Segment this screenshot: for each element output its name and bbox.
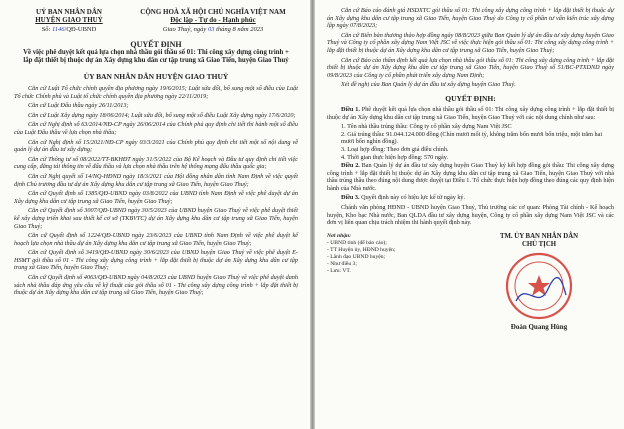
legal-basis-item: Căn cứ Biên bản thương thảo hợp đồng ngày 08/8/2023 giữa Ban Quản lý dự án đầu tư xây dựng huyện Giao Thuỷ và Công ty cổ phần xây dựng Nam Việt JSC về việc thực hiện gói thầu số 01: Thi công xây dựng công trình + lắp đặt thiết bị thuộc dự án Xây dựng khu dân cư tập trung xã Giao Tiến, huyện Giao Thuỷ; (327, 31, 614, 54)
recipient-item: - UBND tỉnh (để báo cáo); (327, 239, 387, 246)
legal-basis-item: Căn cứ Báo cáo thẩm định kết quả lựa chọn nhà thầu gói thầu số 01: Thi công xây dựng công trình + lắp đặt thiết bị thuộc dự án Xây dựng khu dân cư tập trung xã Giao Tiến, huyện Giao Thuỷ số 51/BC-PTXDND ngày 09/8/2023 của Công ty cổ phần phát triển xây dựng Nam Định; (327, 56, 614, 79)
official-seal (504, 251, 574, 321)
legal-basis-item: Căn cứ Quyết định số 4063/QĐ-UBND ngày 04/8/2023 của UBND huyện Giao Thuỷ về việc phê duyệt danh sách nhà thầu đáp ứng yêu cầu về kỹ thuật của gói thầu số 01 - Thi công xây dựng công trình + lắp đặt thiết bị thuộc dự án Xây dựng khu dân cư tập trung xã Giao Tiến, huyện Giao Thuỷ; (14, 274, 298, 297)
closing-paragraph: Chánh văn phòng HĐND - UBND huyện Giao Thuỷ, Thủ trưởng các cơ quan: Phòng Tài chính - Kế hoạch huyện, Kho bạc Nhà nước, Ban QLDA đầu tư xây dựng huyện, Công ty cổ phần xây dựng Nam Việt JSC và các đơn vị liên quan chịu trách nhiệm thi hành quyết định này. (327, 204, 614, 227)
article-1-item: 3. Loại hợp đồng: Theo đơn giá điều chỉnh. (341, 145, 449, 153)
article-2-text: Ban Quản lý dự án đầu tư xây dựng huyện Giao Thuỷ ký kết hợp đồng gói thầu: Thi công xây dựng công trình + lắp đặt thiết bị thuộc dự án Xây dựng khu dân cư tập trung xã Giao Tiến, huyện Giao Thuỷ với nhà thầu trúng thầu theo đúng nội dung được duyệt tại Điều 1. Tổ chức thực hiện hợp đồng theo đúng các quy định hiện hành của Nhà nước. (327, 162, 614, 192)
article-3-text: Quyết định này có hiệu lực kể từ ngày ký. (361, 194, 466, 202)
recipients (327, 233, 447, 331)
doc-subtitle: Về việc phê duyệt kết quả lựa chọn nhà thầu gói thầu số 01: Thi công xây dựng công trình + lắp đặt thiết bị thuộc dự án Xây dựng khu dân cư tập trung xã Giao Tiến, huyện Giao Thuỷ (23, 49, 289, 64)
article-3 (327, 194, 614, 202)
signature-block (464, 233, 614, 331)
page-left (0, 0, 310, 429)
article-2-label: Điều 2. (341, 162, 360, 170)
recipient-item: - Như điều 3; (327, 260, 357, 267)
legal-basis-item: Căn cứ Thông tư số 08/2022/TT-BKHĐT ngày 31/5/2022 của Bộ Kế hoạch và Đầu tư quy định chi tiết việc cung cấp, đăng tải thông tin về đấu thầu và lựa chọn nhà thầu trên hệ thống mạng đấu thầu quốc gia; (14, 155, 298, 171)
seal-stamp-icon (504, 251, 574, 321)
article-1-item: 1. Tên nhà thầu trúng thầu: Công ty cổ phần xây dựng Nam Việt JSC (341, 123, 512, 131)
date-suffix: tháng 8 năm 2023 (216, 26, 264, 33)
footer-block (327, 233, 614, 331)
article-1-item: 4. Thời gian thực hiện hợp đồng: 570 ngày. (341, 153, 448, 161)
legal-basis-list (14, 85, 298, 297)
page-right (315, 0, 624, 429)
recipient-item: - Lưu: VT. (327, 267, 351, 274)
doc-number-prefix: Số: (41, 26, 51, 33)
doc-number-handwritten: 1146 (51, 26, 65, 33)
article-3-label: Điều 3. (341, 194, 360, 202)
article-1-label: Điều 1. (341, 105, 360, 113)
doc-meta (14, 26, 298, 34)
legal-basis-item: Căn cứ Quyết định số 3419/QĐ-UBND ngày 30/6/2023 của UBND huyện Giao Thuỷ về việc phê duyệt E-HSMT gói thầu số 01 - Thi công xây dựng công trình + lắp đặt thiết bị thuộc dự án Xây dựng khu dân cư tập trung xã Giao Tiến, huyện Giao Thuỷ; (14, 249, 298, 272)
recipients-header: Nơi nhận: (327, 232, 351, 239)
decision-heading: QUYẾT ĐỊNH: (445, 93, 496, 103)
signer-name: Đoàn Quang Hùng (510, 322, 568, 331)
doc-date (128, 26, 298, 34)
recipient-item: - Lãnh đạo UBND huyện; (327, 253, 386, 260)
article-1-item: 2. Giá trúng thầu: 91.044.124.000 đồng (Chín mươi mốt tỷ, không trăm bốn mươi bốn triệu, một trăm hai mươi bốn nghìn đồng). (341, 130, 603, 146)
legal-basis-item: Căn cứ Luật Đấu thầu ngày 26/11/2013; (28, 102, 129, 110)
article-1-text: Phê duyệt kết quả lựa chọn nhà thầu gói thầu số 01: Thi công xây dựng công trình + lắp đặt thiết bị thuộc dự án Xây dựng khu dân cư tập trung xã Giao Tiến, huyện Giao Thuỷ với các nội dung chính như sau: (327, 105, 615, 121)
sign-on-behalf: TM. ỦY BAN NHÂN DÂN (499, 232, 579, 240)
header-left (14, 8, 124, 24)
legal-basis-item: Căn cứ Báo cáo đánh giá HSDXTC gói thầu số 01: Thi công xây dựng công trình + lắp đặt thiết bị thuộc dự án Xây dựng khu dân cư tập trung xã Giao Tiến, huyện Giao Thuỷ do Công ty cổ phần tư vấn kiến trúc xây dựng lập ngày 07/8/2023; (327, 7, 614, 30)
article-1 (327, 106, 614, 121)
legal-basis-item: Căn cứ Quyết định số 1385/QĐ-UBND ngày 03/8/2022 của UBND tỉnh Nam Định về việc phê duyệt dự án Xây dựng khu dân cư tập trung xã Giao Tiến, huyện Giao Thuỷ; (14, 190, 298, 205)
legal-basis-item: Căn cứ Quyết định số 3007/QĐ-UBND ngày 30/5/2023 của UBND huyện Giao Thuỷ về việc phê duyệt thiết kế xây dựng triển khai sau thiết kế cơ sở (TKBVTC) dự án Xây dựng khu dân cư tập trung xã Giao Tiến, huyện Giao Thuỷ; (14, 207, 298, 230)
article-2 (327, 162, 614, 192)
legal-basis-item: Căn cứ Luật Tổ chức chính quyền địa phương ngày 19/6/2015; Luật sửa đổi, bổ sung một số điều của Luật Tổ chức Chính phủ và Luật tổ chức chính quyền địa phương ngày 22/11/2019; (14, 85, 298, 100)
recipient-item: - TT Huyện ủy, HĐND huyện; (327, 246, 396, 253)
issuer: ỦY BAN NHÂN DÂN HUYỆN GIAO THUỶ (83, 72, 229, 81)
legal-basis-item: Xét đề nghị của Ban Quản lý dự án đầu tư xây dựng huyện Giao Thuỷ. (341, 81, 516, 89)
agency-line-2: HUYỆN GIAO THUỶ (35, 16, 103, 24)
legal-basis-item: Căn cứ Luật Xây dựng ngày 18/06/2014; Luật sửa đổi, bổ sung một số điều Luật Xây dựng ngày 17/6/2020; (28, 111, 296, 119)
nation-line: CỘNG HOÀ XÃ HỘI CHỦ NGHĨA VIỆT NAM (140, 8, 286, 16)
doc-number-suffix: /QĐ-UBND (64, 26, 97, 33)
doc-number (14, 26, 124, 34)
date-day-handwritten: 03 (207, 26, 215, 33)
agency-line-1: UỶ BAN NHÂN DÂN (36, 8, 102, 16)
header-right (128, 8, 298, 24)
legal-basis-item: Căn cứ Nghị quyết số 14/NQ-HĐND ngày 18/3/2021 của Hội đồng nhân dân tỉnh Nam Định về việc quyết định Chủ trương đầu tư dự án Xây dựng khu dân cư tập trung xã Giao Tiến, huyện Giao Thuỷ; (14, 172, 298, 188)
legal-basis-item: Căn cứ Nghị định số 63/2014/NĐ-CP ngày 26/06/2014 của Chính phủ quy định chi tiết thi hành một số điều của Luật Đấu thầu về lựa chọn nhà thầu; (14, 121, 298, 136)
legal-basis-item: Căn cứ Nghị định số 15/2021/NĐ-CP ngày 03/3/2021 của Chính phủ quy định chi tiết một số nội dung về quản lý dự án đầu tư xây dựng; (14, 138, 298, 154)
date-prefix: Giao Thuỷ, ngày (162, 26, 207, 33)
motto-line: Độc lập - Tự do - Hạnh phúc (170, 16, 256, 24)
legal-basis-item: Căn cứ Quyết định số 1224/QĐ-UBND ngày 23/6/2023 của UBND tỉnh Nam Định về việc phê duyệt kế hoạch lựa chọn nhà thầu dự án Xây dựng khu dân cư tập trung xã Giao Tiến, huyện Giao Thuỷ; (14, 232, 298, 247)
header (14, 8, 298, 24)
doc-title: QUYẾT ĐỊNH (130, 40, 182, 49)
sign-title: CHỦ TỊCH (521, 240, 557, 248)
